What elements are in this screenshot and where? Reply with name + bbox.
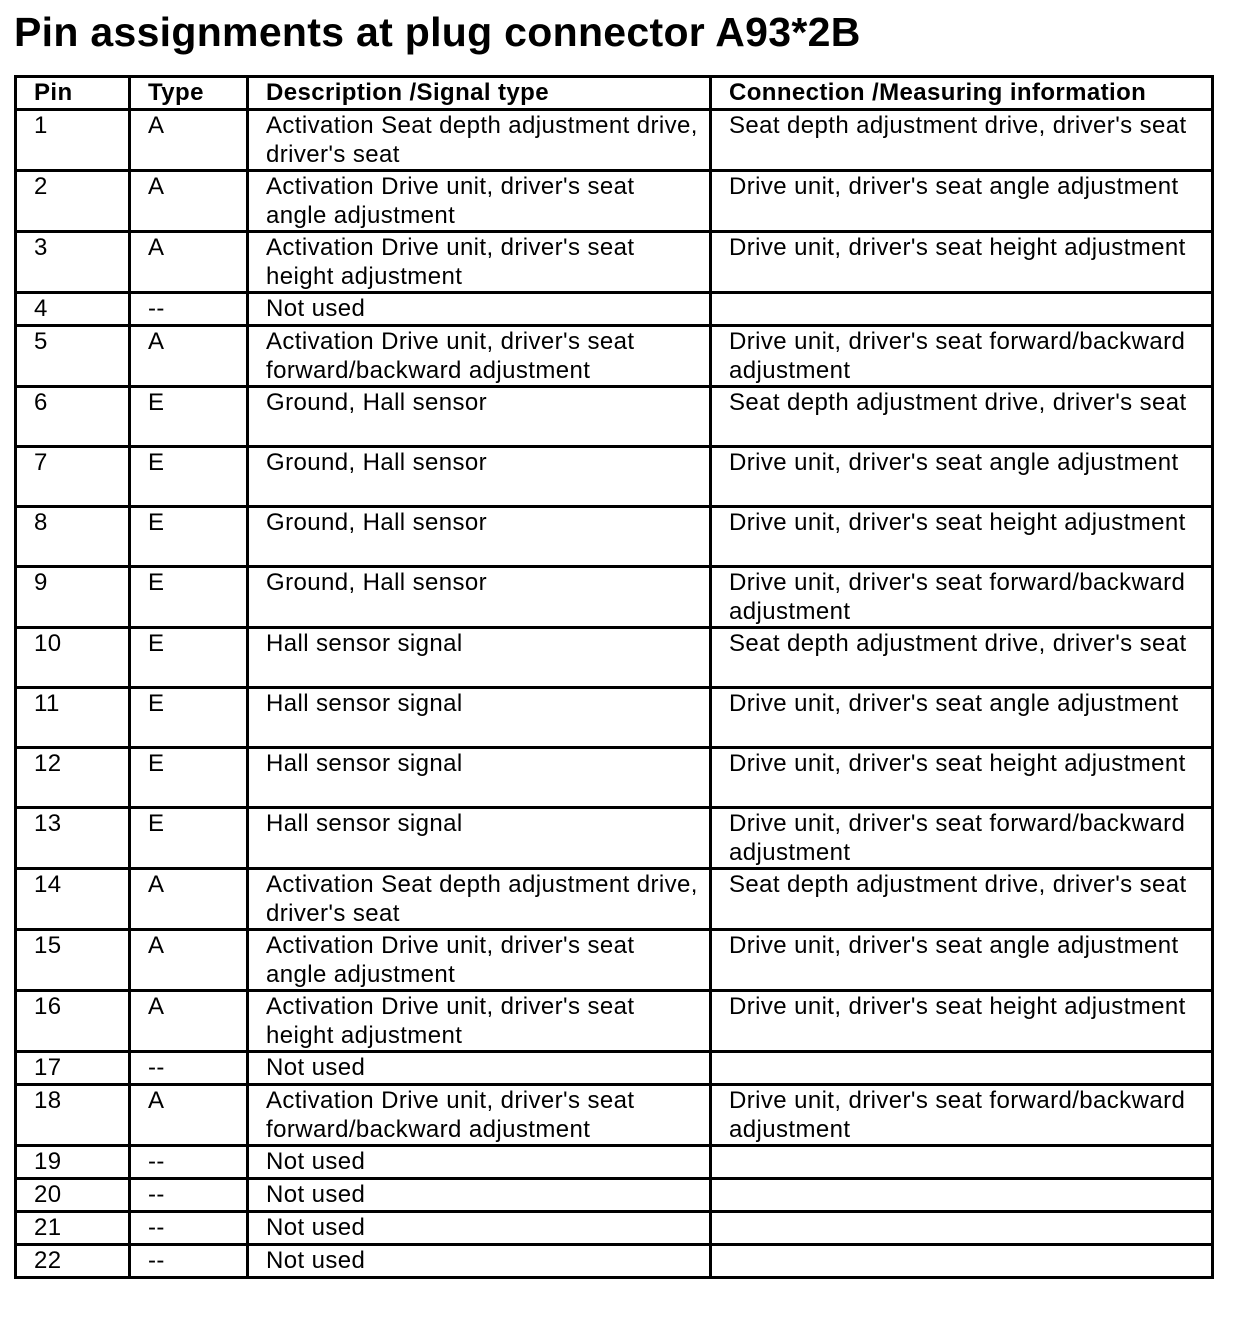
connection-cell: Drive unit, driver's seat height adjustment xyxy=(711,991,1213,1052)
table-row xyxy=(16,869,1213,930)
type-cell: E xyxy=(130,387,248,447)
connection-cell: Drive unit, driver's seat angle adjustment xyxy=(711,930,1213,991)
description-cell: Activation Drive unit, driver's seat forward/backward adjustment xyxy=(248,1085,711,1146)
table-row xyxy=(16,447,1213,507)
table-row xyxy=(16,326,1213,387)
pin-assignment-table xyxy=(14,75,1214,1279)
connection-cell xyxy=(711,1245,1213,1278)
table-row xyxy=(16,293,1213,326)
pin-cell: 15 xyxy=(16,930,130,991)
connection-cell: Drive unit, driver's seat height adjustment xyxy=(711,748,1213,808)
table-row xyxy=(16,1179,1213,1212)
pin-cell: 8 xyxy=(16,507,130,567)
connection-cell: Drive unit, driver's seat forward/backward adjustment xyxy=(711,808,1213,869)
description-cell: Ground, Hall sensor xyxy=(248,447,711,507)
type-cell: A xyxy=(130,232,248,293)
type-cell: -- xyxy=(130,1245,248,1278)
pin-cell: 21 xyxy=(16,1212,130,1245)
table-row xyxy=(16,232,1213,293)
connection-cell: Drive unit, driver's seat angle adjustment xyxy=(711,688,1213,748)
pin-cell: 2 xyxy=(16,171,130,232)
description-cell: Activation Drive unit, driver's seat angle adjustment xyxy=(248,930,711,991)
pin-cell: 18 xyxy=(16,1085,130,1146)
header-pin: Pin xyxy=(16,77,130,110)
table-row xyxy=(16,991,1213,1052)
pin-cell: 22 xyxy=(16,1245,130,1278)
table-header-row xyxy=(16,77,1213,110)
description-cell: Activation Drive unit, driver's seat forward/backward adjustment xyxy=(248,326,711,387)
description-cell: Not used xyxy=(248,1245,711,1278)
type-cell: A xyxy=(130,1085,248,1146)
type-cell: -- xyxy=(130,1179,248,1212)
connection-cell: Seat depth adjustment drive, driver's seat xyxy=(711,869,1213,930)
connection-cell: Seat depth adjustment drive, driver's seat xyxy=(711,628,1213,688)
connection-cell xyxy=(711,1212,1213,1245)
description-cell: Ground, Hall sensor xyxy=(248,387,711,447)
connection-cell: Drive unit, driver's seat angle adjustment xyxy=(711,447,1213,507)
pin-cell: 20 xyxy=(16,1179,130,1212)
type-cell: -- xyxy=(130,1212,248,1245)
description-cell: Activation Drive unit, driver's seat angle adjustment xyxy=(248,171,711,232)
pin-cell: 14 xyxy=(16,869,130,930)
pin-cell: 7 xyxy=(16,447,130,507)
type-cell: E xyxy=(130,748,248,808)
description-cell: Activation Drive unit, driver's seat height adjustment xyxy=(248,232,711,293)
table-row xyxy=(16,1212,1213,1245)
connection-cell: Seat depth adjustment drive, driver's seat xyxy=(711,387,1213,447)
table-row xyxy=(16,930,1213,991)
header-description: Description /Signal type xyxy=(248,77,711,110)
type-cell: E xyxy=(130,507,248,567)
connection-cell xyxy=(711,1146,1213,1179)
type-cell: A xyxy=(130,930,248,991)
description-cell: Activation Seat depth adjustment drive, driver's seat xyxy=(248,869,711,930)
description-cell: Hall sensor signal xyxy=(248,688,711,748)
type-cell: A xyxy=(130,869,248,930)
table-row xyxy=(16,748,1213,808)
table-row xyxy=(16,567,1213,628)
table-row xyxy=(16,507,1213,567)
connection-cell: Drive unit, driver's seat angle adjustment xyxy=(711,171,1213,232)
pin-cell: 17 xyxy=(16,1052,130,1085)
description-cell: Not used xyxy=(248,1146,711,1179)
type-cell: -- xyxy=(130,293,248,326)
page-title: Pin assignments at plug connector A93*2B xyxy=(14,9,861,55)
description-cell: Not used xyxy=(248,1052,711,1085)
pin-cell: 6 xyxy=(16,387,130,447)
type-cell: E xyxy=(130,628,248,688)
type-cell: A xyxy=(130,110,248,171)
pin-cell: 12 xyxy=(16,748,130,808)
description-cell: Ground, Hall sensor xyxy=(248,567,711,628)
pin-cell: 9 xyxy=(16,567,130,628)
pin-cell: 4 xyxy=(16,293,130,326)
table-row xyxy=(16,1085,1213,1146)
connection-cell: Drive unit, driver's seat forward/backward adjustment xyxy=(711,326,1213,387)
header-connection: Connection /Measuring information xyxy=(711,77,1213,110)
table-row xyxy=(16,808,1213,869)
connection-cell xyxy=(711,1052,1213,1085)
pin-cell: 5 xyxy=(16,326,130,387)
type-cell: E xyxy=(130,688,248,748)
pin-cell: 3 xyxy=(16,232,130,293)
type-cell: E xyxy=(130,447,248,507)
connection-cell: Drive unit, driver's seat height adjustment xyxy=(711,507,1213,567)
header-type: Type xyxy=(130,77,248,110)
type-cell: A xyxy=(130,171,248,232)
table-body xyxy=(16,110,1213,1278)
table-row xyxy=(16,110,1213,171)
table-row xyxy=(16,171,1213,232)
table-row xyxy=(16,688,1213,748)
type-cell: -- xyxy=(130,1052,248,1085)
connection-cell: Drive unit, driver's seat height adjustment xyxy=(711,232,1213,293)
description-cell: Hall sensor signal xyxy=(248,748,711,808)
table-row xyxy=(16,1052,1213,1085)
pin-cell: 19 xyxy=(16,1146,130,1179)
table-row xyxy=(16,387,1213,447)
connection-cell: Drive unit, driver's seat forward/backward adjustment xyxy=(711,567,1213,628)
description-cell: Hall sensor signal xyxy=(248,628,711,688)
description-cell: Not used xyxy=(248,293,711,326)
description-cell: Activation Seat depth adjustment drive, driver's seat xyxy=(248,110,711,171)
pin-cell: 16 xyxy=(16,991,130,1052)
table-row xyxy=(16,628,1213,688)
description-cell: Activation Drive unit, driver's seat height adjustment xyxy=(248,991,711,1052)
description-cell: Not used xyxy=(248,1179,711,1212)
type-cell: E xyxy=(130,808,248,869)
pin-cell: 10 xyxy=(16,628,130,688)
description-cell: Ground, Hall sensor xyxy=(248,507,711,567)
connection-cell: Drive unit, driver's seat forward/backward adjustment xyxy=(711,1085,1213,1146)
table-row xyxy=(16,1146,1213,1179)
connection-cell xyxy=(711,293,1213,326)
type-cell: -- xyxy=(130,1146,248,1179)
connection-cell xyxy=(711,1179,1213,1212)
type-cell: A xyxy=(130,991,248,1052)
pin-cell: 1 xyxy=(16,110,130,171)
connection-cell: Seat depth adjustment drive, driver's seat xyxy=(711,110,1213,171)
pin-cell: 13 xyxy=(16,808,130,869)
type-cell: E xyxy=(130,567,248,628)
type-cell: A xyxy=(130,326,248,387)
description-cell: Not used xyxy=(248,1212,711,1245)
table-row xyxy=(16,1245,1213,1278)
pin-cell: 11 xyxy=(16,688,130,748)
description-cell: Hall sensor signal xyxy=(248,808,711,869)
